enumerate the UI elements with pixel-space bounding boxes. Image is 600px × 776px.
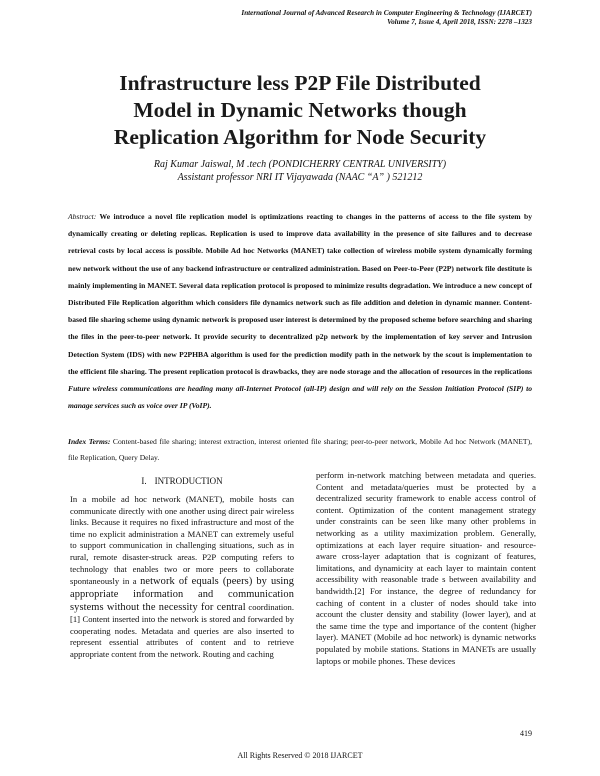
- section-title: INTRODUCTION: [154, 476, 223, 486]
- intro-paragraph-1: In a mobile ad hoc network (MANET), mobile hosts can communicate directly with one another using direct pair wireless links. Because it requires no fixed infrastructure and most of the time no explicit administration a MANET can extremely useful to support communication in challenging situations, such as in rural, remote disaster-struck areas. P2P computing refers to technology that enables two or more peers to collaborate spontaneously in a: [70, 494, 294, 587]
- left-column: [70, 494, 294, 661]
- title-line-1: Infrastructure less P2P File Distributed: [119, 71, 481, 95]
- intro-paragraph-2: perform in-network matching between metadata and queries. Content and metadata/queries must be protected by a decentralized security framework to enable access control of content. Optimization of the content management strategy under constraints can be seen like many other problems in networking as a utility maximization problem. Generally, optimizations at each layer require situation- and resource-aware cross-layer adaptation that is cognizant of features, limitations, and dynamicity at each layer to maintain content accessibility with reasonable trade s between availability and bandwidth.[2] For instance, the degree of redundancy for caching of content in a cluster of nodes should take into account the cluster density and stability (lower layer), and at the same time the type and importance of the content (higher layer). MANET (Mobile ad hoc network) is dynamic networks populated by mobile stations. Stations in MANETs are usually laptops or mobile phones. These devices: [316, 470, 536, 666]
- index-terms: [68, 434, 532, 466]
- index-terms-label: Index Terms:: [68, 437, 111, 446]
- abstract-label: Abstract:: [68, 212, 97, 221]
- section-number: I.: [141, 476, 147, 486]
- abstract-body: We introduce a novel file replication model is optimizations reacting to changes in the patterns of access to the file system by dynamically creating or deleting replicas. Replication is used to improve data availability in the presence of site failures and to decrease retrieval costs by local access is possible. Mobile Ad hoc Networks (MANET) take collection of wireless mobile system dynamically forming new network without the use of any backend infrastructure or centralized administration. Based on Peer-to-Peer (P2P) network file destitute is mainly implementing in MANET. Several data replication protocol is proposed to minimize results degradation. We introduce a new concept of Distributed File Replication algorithm which considers file dynamics network such as file addition and deletion in dynamic manner. Content-based file sharing scheme using dynamic network is proposed user interest is determined by the proposed scheme before searching and sharing the files in the peer-to-peer network. It provide security to decentralized p2p network by the implementation of key server and Intrusion Detection System (IDS) with new P2PHBA algorithm is used for the prediction modify path in the network by the scout is implementation to the efficient file sharing. The present replication protocol is drawbacks, they are node storage and the allocation of resources in the replications: [68, 212, 532, 376]
- author-affiliation: Assistant professor NRI IT Vijayawada (NAAC “A” ) 521212: [177, 172, 423, 183]
- index-terms-body: Content-based file sharing; interest extraction, interest oriented file sharing; peer-to-peer network, Mobile Ad hoc Network (MANET), file Replication, Query Delay.: [68, 437, 533, 462]
- intro-paragraph-1-large: network of equals (peers) by using appropriate information and communication systems without the necessity for central: [70, 576, 295, 614]
- intro-paragraph-1-end: coordination.[1] Content inserted into the network is stored and forwarded by cooperating nodes. Metadata and queries are also inserted to represent essential attributes of content and to retrieve appropriate content from the network. Routing and caching: [70, 602, 294, 659]
- paper-title: [50, 70, 550, 151]
- journal-name: International Journal of Advanced Research in Computer Engineering & Technology (IJARCET): [241, 9, 532, 17]
- right-column: [316, 470, 536, 667]
- journal-header: [92, 9, 532, 27]
- title-line-3: Replication Algorithm for Node Security: [113, 125, 487, 149]
- title-line-2: Model in Dynamic Networks though: [133, 98, 467, 122]
- journal-volume: Volume 7, Issue 4, April 2018, ISSN: 2278 –1323: [387, 18, 532, 26]
- abstract: [68, 208, 532, 414]
- copyright-footer: All Rights Reserved © 2018 IJARCET: [237, 751, 363, 760]
- abstract-tail: Future wireless communications are heading many all-Internet Protocol (all-IP) design and will rely on the Session Initiation Protocol (SIP) to manage services such as voice over IP (VoIP).: [68, 384, 532, 411]
- page-number: 419: [520, 729, 532, 738]
- author-block: [100, 158, 500, 184]
- author-name: Raj Kumar Jaiswal, M .tech (PONDICHERRY CENTRAL UNIVERSITY): [153, 159, 447, 170]
- section-heading: [70, 475, 294, 487]
